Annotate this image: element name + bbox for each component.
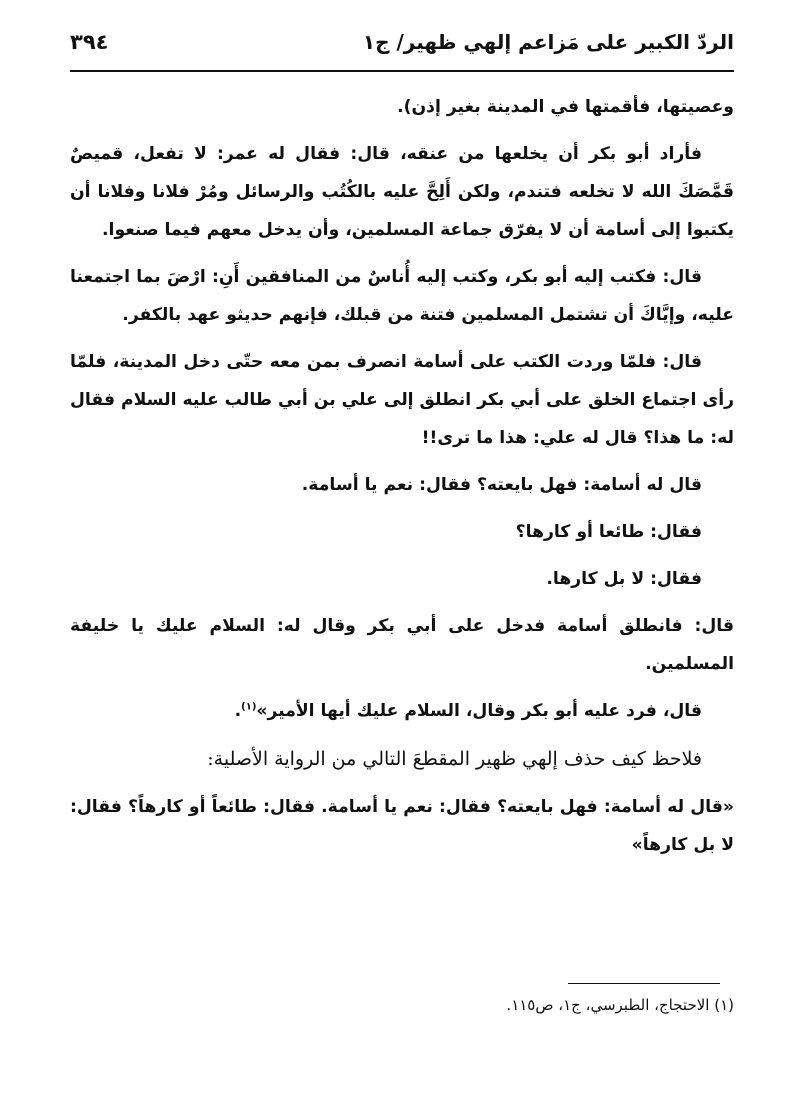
paragraph-emphasis: فلاحظ كيف حذف إلهي ظهير المقطعَ التالي من الرواية الأصلية:	[207, 748, 702, 770]
running-title: الردّ الكبير على مَزاعم إلهي ظهير/ ج١	[362, 30, 734, 54]
paragraph: فأراد أبو بكر أن يخلعها من عنقه، قال: فقال له عمر: لا تفعل، قميصٌ قَمَّصَكَ الله لا تخلعه فتندم، ولكن أَلِحَّ عليه بالكُتُب والرسائل ومُرْ فلانا وفلانا أن يكتبوا إلى أسامة أن لا يفرّق جماعة المسلمين، وأن يدخل معهم فيما صنعوا.	[70, 144, 734, 240]
footnote-marker: (١)	[241, 701, 257, 713]
paragraph: قال: فلمّا وردت الكتب على أسامة انصرف بمن معه حتّى دخل المدينة، فلمّا رأى اجتماع الخلق على أبي بكر انطلق إلى علي بن أبي طالب عليه السلام فقال له: ما هذا؟ قال له علي: هذا ما ترى!!	[70, 352, 734, 448]
paragraph: قال له أسامة: فهل بايعته؟ فقال: نعم يا أسامة.	[301, 475, 702, 495]
paragraph: قال: فكتب إليه أبو بكر، وكتب إليه أُناسٌ من المنافقين أَنِ: ارْضَ بما اجتمعنا عليه، وإيَّاكَ أن تشتمل المسلمين فتنة من قبلك، فإنهم حديثو عهد بالكفر.	[70, 267, 734, 325]
paragraph: قال: فانطلق أسامة فدخل على أبي بكر وقال له: السلام عليك يا خليفة المسلمين.	[70, 616, 734, 674]
quoted-paragraph: «قال له أسامة: فهل بايعته؟ فقال: نعم يا أسامة. فقال: طائعاً أو كارهاً؟ فقال: لا بل كارهاً»	[70, 797, 734, 855]
paragraph	[70, 692, 734, 730]
paragraph: وعصيتها، فأقمتها في المدينة بغير إذن).	[397, 97, 734, 117]
footnote-rule	[568, 983, 720, 984]
paragraph: فقال: لا بل كارها.	[546, 569, 702, 589]
page-header	[70, 28, 734, 64]
paragraph-text: قال، فرد عليه أبو بكر وقال، السلام عليك أيها الأمير»	[256, 701, 702, 721]
page-number: ٣٩٤	[70, 30, 109, 54]
paragraph-end: .	[234, 701, 242, 721]
header-rule	[70, 70, 734, 72]
body-text	[70, 88, 734, 873]
footnote: (١) الاحتجاج، الطبرسي، ج١، ص١١٥.	[506, 996, 734, 1014]
paragraph: فقال: طائعا أو كارها؟	[515, 522, 702, 542]
